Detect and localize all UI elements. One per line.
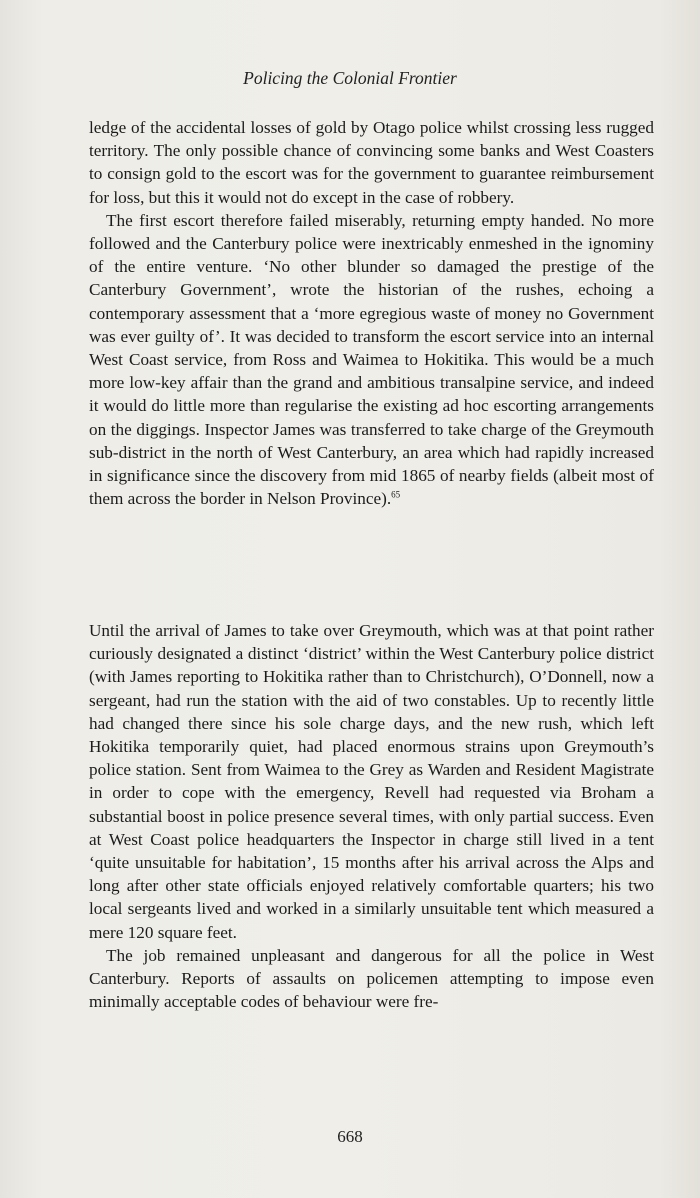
paragraph-escort xyxy=(89,209,654,511)
paragraph-west-canterbury: The job remained unpleasant and dangerous for all the police in West Canterbury. Reports of assaults on policemen attempting to impose even minimally acceptable codes of behaviour were fre- xyxy=(89,945,654,1012)
page-number: 668 xyxy=(337,1127,363,1146)
footnote-reference: 65 xyxy=(391,489,401,500)
text-block-lower xyxy=(89,619,654,1013)
paragraph-escort-text: The first escort therefore failed miserably, returning empty handed. No more followed and the Canterbury police were inextricably enmeshed in the ignominy of the entire venture. ‘No other blunder so damaged the prestige of the Canterbury Government’, wrote the historian of the rushes, echoing a contemporary assessment that a ‘more egregious waste of money no Government was ever guilty of’. It was decided to transform the escort service into an internal West Coast service, from Ross and Waimea to Hokitika. This would be a much more low-key affair than the grand and ambitious transalpine service, and indeed it would do little more than regularise the existing ad hoc escorting arrangements on the diggings. Inspector James was transferred to take charge of the Greymouth sub-district in the north of West Canterbury, an area which had rapidly increased in significance since the discovery from mid 1865 of nearby fields (albeit most of them across the border in Nelson Province). xyxy=(89,210,654,509)
text-block-upper xyxy=(89,116,654,510)
paragraph-greymouth: Until the arrival of James to take over Greymouth, which was at that point rather curiously designated a distinct ‘district’ within the West Canterbury police district (with James reporting to Hokitika rather than to Christchurch), O’Donnell, now a sergeant, had run the station with the aid of two constables. Up to recently little had changed there since his sole charge days, and the new rush, which left Hokitika temporarily quiet, had placed enormous strains upon Greymouth’s police station. Sent from Waimea to the Grey as Warden and Resident Magistrate in order to cope with the emergency, Revell had requested via Broham a substantial boost in police presence several times, with only partial success. Even at West Coast police headquarters the Inspector in charge still lived in a tent ‘quite unsuitable for habitation’, 15 months after his arrival across the Alps and long after other state officials enjoyed relatively comfortable quarters; his two local sergeants lived and worked in a similarly unsuitable tent which measured a mere 120 square feet. xyxy=(89,621,654,942)
paragraph-continuation: ledge of the accidental losses of gold by Otago police whilst crossing less rugged territory. The only possible chance of convincing some banks and West Coasters to consign gold to the escort was for the government to guarantee reimbursement for loss, but this it would not do except in the case of robbery. xyxy=(89,118,654,207)
running-head-title: Policing the Colonial Frontier xyxy=(243,68,457,88)
